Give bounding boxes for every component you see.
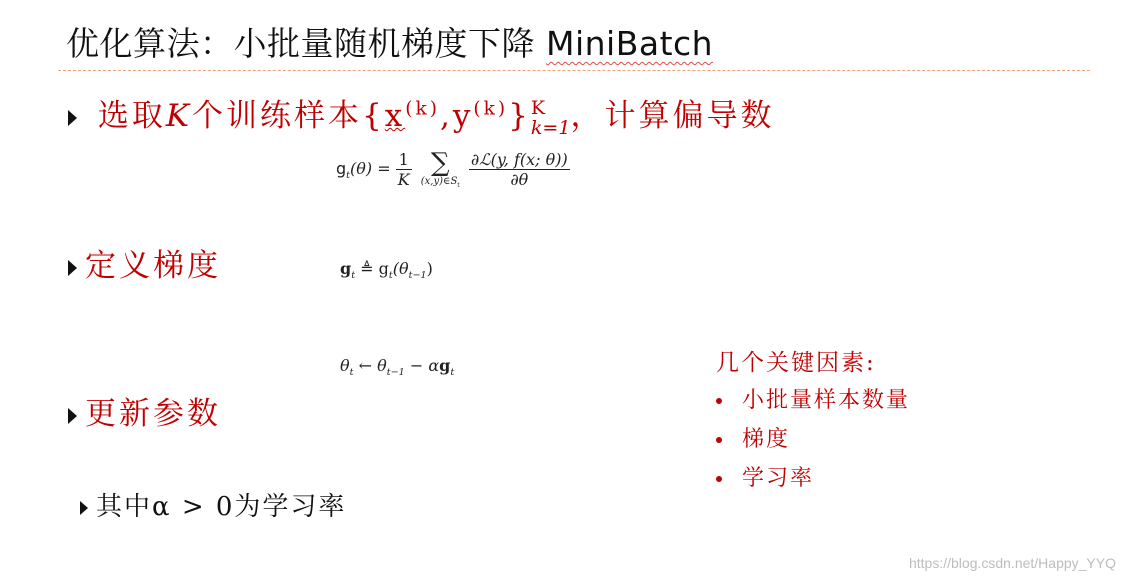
key-factors-box <box>716 344 910 492</box>
bullet-dot-icon <box>716 437 722 443</box>
step1-close: } <box>508 98 531 134</box>
step1-y: y <box>452 98 474 134</box>
f2-rhs-arg: (θ <box>392 259 409 278</box>
f3-lhs: θ <box>340 356 350 375</box>
f1-lhs-arg: (θ) = <box>350 159 391 178</box>
step3-text: 更新参数 <box>85 396 221 432</box>
f3-arrow: ← <box>358 356 372 375</box>
f3-rhs1-sub: t−1 <box>386 367 405 379</box>
key-factor-label: 学习率 <box>742 466 815 491</box>
f3-lhs-sub: t <box>349 367 354 379</box>
watermark: https://blog.csdn.net/Happy_YYQ <box>908 555 1116 571</box>
f2-lhs: g <box>340 259 352 278</box>
key-factor-label: 梯度 <box>742 427 791 452</box>
f1-grad-frac <box>469 150 570 189</box>
step1-suffix: ，计算偏导数 <box>570 98 775 134</box>
f1-grad-den: ∂θ <box>510 170 529 189</box>
f1-sum-lim-sub: t <box>457 182 460 189</box>
f1-frac <box>396 150 412 189</box>
f3-g: g <box>439 356 451 375</box>
f2-def: ≜ <box>360 259 374 278</box>
key-factor-item <box>716 422 910 453</box>
f1-lhs: g <box>336 159 347 178</box>
f1-lhs-sub: t <box>346 170 351 182</box>
f1-frac-den: K <box>397 170 410 189</box>
title-divider <box>58 70 1090 71</box>
step1-ysup: (k) <box>473 98 509 120</box>
f1-sum-lim: (x,y)∈S <box>420 176 458 187</box>
f2-lhs-sub: t <box>351 270 356 282</box>
f2-rhs-arg-sub: t−1 <box>408 270 427 282</box>
step1-K: K <box>165 98 193 134</box>
step2-text: 定义梯度 <box>85 248 221 284</box>
title-chinese: 优化算法：小批量随机梯度下降 <box>66 24 535 63</box>
key-factor-item <box>716 461 910 492</box>
bullet-arrow-icon <box>68 408 77 424</box>
formula-update-rule <box>340 356 454 378</box>
f3-rhs1: θ <box>377 356 387 375</box>
f2-close: ) <box>426 259 433 278</box>
step1-xsup: (k) <box>405 98 441 120</box>
step1-comma: , <box>440 98 453 134</box>
step-select-samples <box>68 90 774 138</box>
f1-frac-num: 1 <box>396 150 412 170</box>
f1-sum <box>421 150 460 189</box>
step1-lower: k=1 <box>530 116 571 139</box>
f2-rhs-sub: t <box>388 270 393 282</box>
f2-rhs: g <box>378 259 389 278</box>
step1-upper: K <box>530 96 546 119</box>
footer-text: 其中α > 0为学习率 <box>96 492 347 522</box>
key-factor-label: 小批量样本数量 <box>742 388 911 413</box>
step1-prefix: 选取 <box>97 98 166 134</box>
bullet-arrow-icon <box>68 110 77 126</box>
title-english: MiniBatch <box>546 24 714 63</box>
formula-gradient-def <box>340 259 433 281</box>
bullet-dot-icon <box>716 398 722 404</box>
f3-minus: − α <box>409 356 440 375</box>
learning-rate-note <box>80 486 346 523</box>
step1-x: x <box>384 98 406 134</box>
step1-middle: 个训练样本{ <box>192 98 385 134</box>
f1-sum-symbol: ∑ <box>430 148 450 178</box>
bullet-arrow-icon <box>80 501 88 515</box>
f3-g-sub: t <box>450 367 455 379</box>
step-define-gradient <box>68 240 221 285</box>
slide-title <box>66 18 713 65</box>
formula-minibatch-gradient <box>336 150 570 189</box>
key-factors-heading: 几个关键因素: <box>716 350 876 376</box>
key-factor-item <box>716 383 910 414</box>
step-update-params <box>68 388 221 433</box>
f1-grad-num: ∂ℒ(y, f(x; θ)) <box>470 150 568 169</box>
bullet-dot-icon <box>716 476 722 482</box>
bullet-arrow-icon <box>68 260 77 276</box>
